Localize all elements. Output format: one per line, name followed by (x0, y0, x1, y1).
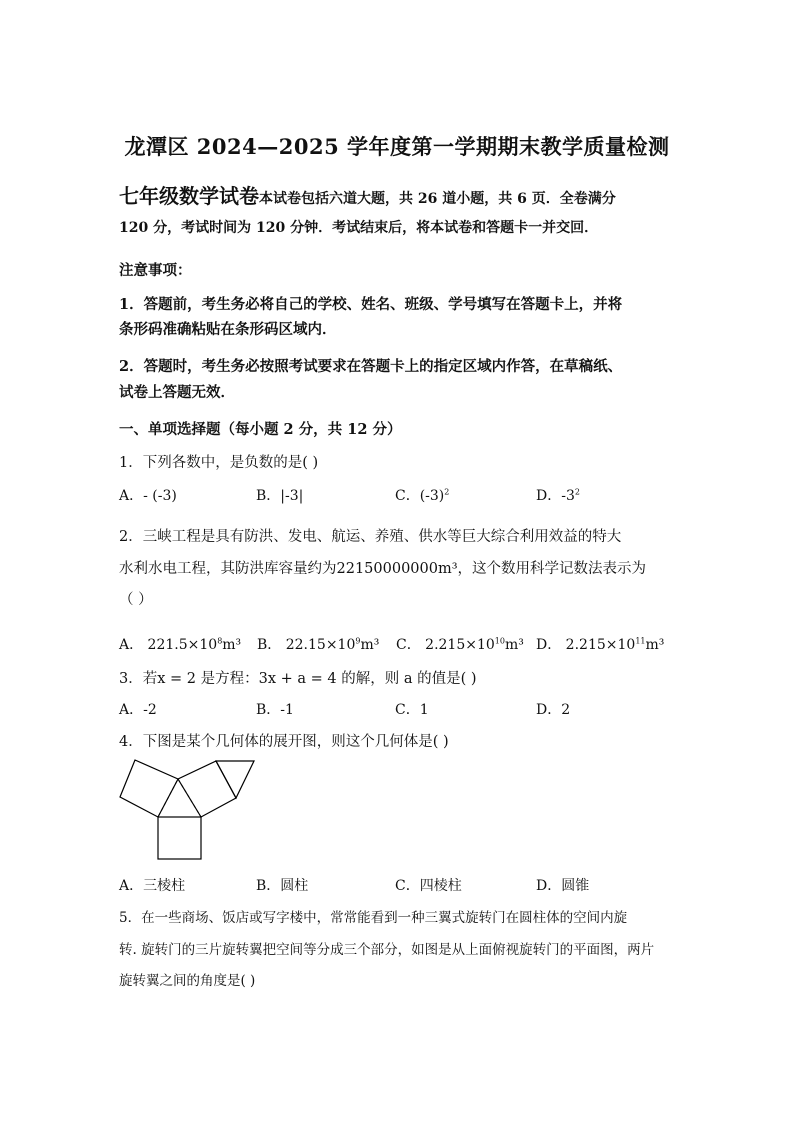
q5-line1: 5．在一些商场、饭店或写字楼中，常常能看到一种三翼式旋转门在圆柱体的空间内旋 (119, 910, 628, 926)
q2-option-b-base: B． 22.15×10 (257, 637, 356, 653)
net-bottom-square (158, 817, 201, 859)
q2-option-c-exp: 10 (494, 636, 505, 646)
q2-option-b-unit: m³ (360, 637, 380, 653)
exam-subtitle: 七年级数学试卷 (119, 184, 259, 208)
q3-option-a: A．-2 (119, 702, 157, 718)
q1-option-d (536, 485, 580, 505)
q1-option-a: A．- (-3) (119, 488, 177, 504)
q2-option-a-base: A． 221.5×10 (119, 637, 218, 653)
q3-stem: 3．若x = 2 是方程：3x + a = 4 的解，则 a 的值是( ) (119, 671, 477, 687)
q2-option-d-unit: m³ (645, 637, 665, 653)
q2-line1: 2．三峡工程是具有防洪、发电、航运、养殖、供水等巨大综合利用效益的特大 (119, 529, 622, 545)
q2-line2: 水利水电工程，其防洪库容量约为22150000000m³，这个数用科学记数法表示为 (119, 561, 647, 577)
q3-option-b: B．-1 (256, 702, 294, 718)
q1-stem: 1．下列各数中，是负数的是( ) (119, 455, 319, 471)
q2-option-d (536, 634, 664, 654)
q4-option-b: B．圆柱 (256, 878, 309, 894)
q2-option-d-base: D． 2.215×10 (536, 637, 636, 653)
q2-option-d-exp: 11 (635, 636, 646, 646)
note-1-line2: 条形码准确粘贴在条形码区域内． (119, 321, 337, 338)
q3-option-d: D．2 (536, 702, 571, 718)
page-title: 龙潭区 2024—2025 学年度第一学期期末教学质量检测 (124, 134, 670, 159)
q4-option-a: A．三棱柱 (119, 878, 186, 894)
intro-line1: 本试卷包括六道大题，共 26 道小题，共 6 页．全卷满分 (259, 191, 616, 207)
q1-option-b: B．|-3| (256, 488, 304, 504)
note-2-line2: 试卷上答题无效． (119, 384, 235, 401)
exam-intro (119, 180, 616, 209)
q4-stem: 4．下图是某个几何体的展开图，则这个几何体是( ) (119, 734, 449, 750)
q2-option-a (119, 634, 241, 654)
notes-heading: 注意事项： (119, 262, 192, 279)
q2-option-c (396, 634, 524, 654)
q1-option-c-exp: 2 (444, 487, 450, 497)
note-1-line1: 1．答题前，考生务必将自己的学校、姓名、班级、学号填写在答题卡上，并将 (119, 296, 623, 313)
net-right-square (178, 761, 236, 817)
q5-line3: 旋转翼之间的角度是( ) (119, 973, 256, 989)
note-2-line1: 2．答题时，考生务必按照考试要求在答题卡上的指定区域内作答，在草稿纸、 (119, 358, 623, 375)
net-top-triangle (216, 761, 254, 798)
intro-line2: 120 分，考试时间为 120 分钟．考试结束后，将本试卷和答题卡一并交回． (119, 220, 599, 236)
q2-line3: （ ） (119, 592, 153, 608)
section-heading: 一、单项选择题（每小题 2 分，共 12 分） (119, 421, 402, 438)
q2-option-a-unit: m³ (222, 637, 242, 653)
q2-option-a-exp: 8 (217, 636, 223, 646)
net-center-triangle (158, 779, 201, 817)
q4-option-c: C．四棱柱 (395, 878, 462, 894)
q2-option-c-unit: m³ (504, 637, 524, 653)
q4-option-d: D．圆锥 (536, 878, 590, 894)
net-left-square (120, 760, 178, 817)
q3-option-c: C．1 (395, 702, 429, 718)
q2-option-b (257, 634, 379, 654)
q5-line2: 转. 旋转门的三片旋转翼把空间等分成三个部分，如图是从上面俯视旋转门的平面图，两片 (119, 942, 655, 958)
q1-option-c-base: C．(-3) (395, 488, 445, 504)
q2-option-b-exp: 9 (355, 636, 361, 646)
q2-option-c-base: C． 2.215×10 (396, 637, 495, 653)
q1-option-d-base: D．-3 (536, 488, 575, 504)
q1-option-c (395, 485, 449, 505)
q1-option-d-exp: 2 (574, 487, 580, 497)
